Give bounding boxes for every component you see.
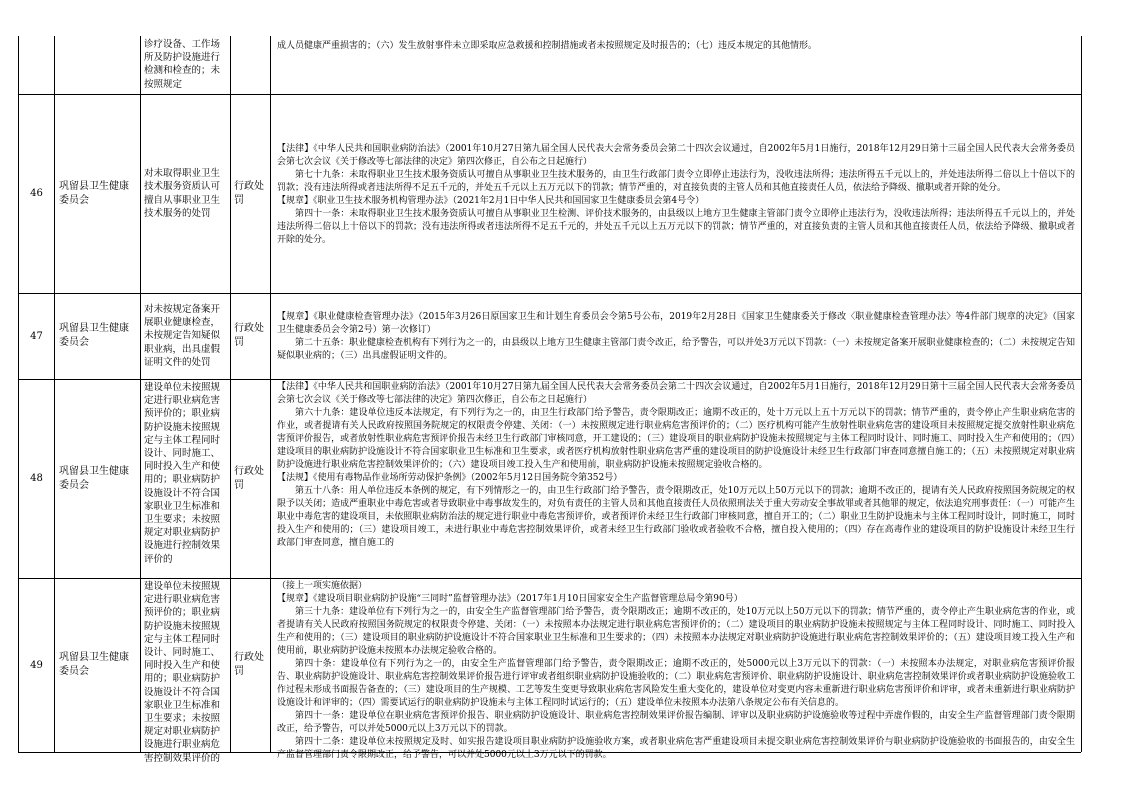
basis-paragraph: 第六十九条：建设单位违反本法规定，有下列行为之一的，由卫生行政部门给予警告，责令限期改正；逾期不改正的，处十万元以上五十万元以下的罚款；情节严重的，责令停止产生职业病危害的作业，或者提请有关人民政府按照国务院规定的权限责令停建、关闭：（一）未按照规定进行职业病危害预评价的；（二）医疗机构可能产生放射性职业病危害的建设项目未按照规定提交放射性职业病危害预评价报告，或者放射性职业病危害预评价报告未经卫生行政部门审核同意，开工建设的；（三）建设项目的职业病防护设施未按照规定与主体工程同时设计、同时施工、同时投入生产和使用的；（四）建设项目的职业病防护设施设计不符合国家职业卫生标准和卫生要求，或者医疗机构放射性职业病危害严重的建设项目的防护设施设计未经卫生行政部门审查同意擅自施工的；（五）未按照规定对职业病防护设施进行职业病危害控制效果评价的；（六）建设项目竣工投入生产和使用前，职业病防护设施未按照规定验收合格的。: [277, 408, 1075, 470]
department-cell: [55, 36, 141, 94]
basis-paragraph: 【法规】《使用有毒物品作业场所劳动保护条例》（2002年5月12日国务院令第352号）: [277, 473, 623, 483]
legal-basis-cell: [271, 578, 1081, 760]
item-cell: 建设单位未按照规定进行职业病危害预评价的；职业病防护设施未按照规定与主体工程同时设计、同时施工、同时投入生产和使用的；职业病防护设施设计不符合国家职业卫生标准和卫生要求；未按照规定对职业病防护设施进行控制效果评价的: [141, 379, 231, 578]
basis-paragraph: 第四十二条：建设单位未按照规定及时、如实报告建设项目职业病防护设施验收方案，或者职业病危害严重建设项目未提交职业病危害控制效果评价与职业病防护设施验收的书面报告的，由安全生产监督管理部门责令限期改正，给予警告，可以并处5000元以上3万元以下的罚款。: [277, 737, 1075, 760]
department-cell: 巩留县卫生健康委员会: [55, 293, 141, 379]
item-cell: [141, 94, 231, 293]
basis-paragraph: （接上一项实施依据）: [277, 581, 368, 591]
row-number: 49: [19, 578, 55, 752]
row-number: 47: [19, 293, 55, 379]
item-cell: [141, 293, 231, 379]
basis-paragraph: 【法律】《中华人民共和国职业病防治法》（2001年10月27日第九届全国人民代表大会常务委员会第二十四次会议通过，自2002年5月1日施行，2018年12月29日第十三届全国人民代表大会常务委员会第七次会议《关于修改等七部法律的决定》第四次修正，自公布之日起施行）: [277, 143, 1075, 167]
basis-paragraph: 成人员健康严重损害的；（六）发生放射事件未立即采取应急救援和控制措施或者未按照规定及时报告的；（七）违反本规定的其他情形。: [277, 41, 818, 51]
department-cell: 巩留县卫生健康委员会: [55, 578, 141, 752]
legal-basis-cell: [271, 94, 1081, 293]
category-cell: 行政处罚: [231, 94, 271, 293]
basis-paragraph: 第二十五条：职业健康检查机构有下列行为之一的，由县级以上地方卫生健康主管部门责令改正，给予警告，可以并处3万元以下罚款：（一）未按规定备案开展职业健康检查的；（二）未按规定告知疑似职业病的；（三）出具虚假证明文件的。: [277, 338, 1075, 361]
basis-paragraph: 【规章】《建设项目职业病防护设施“三同时”监督管理办法》（2017年1月10日国家安全生产监督管理总局令第90号）: [277, 594, 743, 604]
category-cell: 行政处罚: [231, 379, 271, 578]
category-cell: 行政处罚: [231, 578, 271, 752]
item-cell: 诊疗设备、工作场所及防护设施进行检测和检查的；未按照规定: [141, 36, 231, 94]
row-number: 46: [19, 94, 55, 293]
item-text: 对未按规定备案开展职业健康检查，未按规定告知疑似职业病，出具虚假证明文件的处罚: [144, 303, 221, 368]
table-row: [19, 379, 1081, 579]
table-bottom-border: [18, 752, 1081, 753]
legal-basis-cell: [271, 293, 1081, 379]
row-number: [19, 36, 55, 94]
basis-paragraph: 第四十一条：建设单位在职业病危害预评价报告、职业病防护设施设计、职业病危害控制效果评价报告编制、评审以及职业病防护设施验收等过程中弄虚作假的，由安全生产监督管理部门责令限期改正，给予警告，可以并处5000元以上3万元以下的罚款。: [277, 711, 1075, 734]
item-text: 对未取得职业卫生技术服务资质认可擅自从事职业卫生技术服务的处罚: [144, 168, 221, 219]
category-cell: 行政处罚: [231, 293, 271, 379]
legal-basis-cell: [271, 379, 1081, 578]
legal-basis-cell: [271, 36, 1081, 94]
basis-paragraph: 【规章】《职业健康检查管理办法》（2015年3月26日原国家卫生和计划生育委员会令第5号公布，2019年2月28日《国家卫生健康委关于修改〈职业健康检查管理办法〉等4件部门规章的决定》（国家卫生健康委员会令第2号）第一次修订）: [277, 312, 1075, 335]
table-row: [19, 293, 1081, 380]
basis-paragraph: 第三十九条：建设单位有下列行为之一的，由安全生产监督管理部门给予警告，责令限期改正；逾期不改正的，处10万元以上50万元以下的罚款；情节严重的，责令停止产生职业病危害的作业，或者提请有关人民政府按照国务院规定的权限责令停建、关闭：（一）未按照本办法规定进行职业病危害预评价的；（二）建设项目的职业病防护设施未按照规定与主体工程同时设计、同时施工、同时投入生产和使用的；（三）建设项目的职业病防护设施设计不符合国家职业卫生标准和卫生要求的；（四）未按照本办法规定对职业病防护设施进行职业病危害控制效果评价的；（五）建设项目竣工投入生产和使用前，职业病防护设施未按照本办法规定验收合格的。: [277, 607, 1075, 656]
table-row: [19, 578, 1081, 764]
basis-paragraph: 第四十一条：未取得职业卫生技术服务资质认可擅自从事职业卫生检测、评价技术服务的，由县级以上地方卫生健康主管部门责令立即停止违法行为，没收违法所得；违法所得五千元以上的，并处违法所得二倍以上十倍以下的罚款；没有违法所得或者违法所得不足五千元的，并处五千元以上五万元以下的罚款；情节严重的，对直接负责的主管人员和其他直接责任人员，依法给予降级、撤职或者开除的处分。: [277, 208, 1075, 245]
department-cell: 巩留县卫生健康委员会: [55, 94, 141, 293]
basis-paragraph: 第四十条：建设单位有下列行为之一的，由安全生产监督管理部门给予警告，责令限期改正；逾期不改正的，处5000元以上3万元以下的罚款：（一）未按照本办法规定，对职业病危害预评价报告、职业病防护设施设计、职业病危害控制效果评价报告进行评审或者组织职业病防护设施验收的；（二）职业病危害预评价、职业病防护设施设计、职业病危害控制效果评价或者职业病防护设施验收工作过程未形成书面报告备查的；（三）建设项目的生产规模、工艺等发生变更导致职业病危害风险发生重大变化的，建设单位对变更内容未重新进行职业病危害预评价和评审，或者未重新进行职业病防护设施设计和评审的；（四）需要试运行的职业病防护设施未与主体工程同时试运行的；（五）建设单位未按照本办法第八条规定公布有关信息的。: [277, 659, 1075, 708]
table-row: [19, 94, 1081, 294]
table-row: [19, 36, 1081, 95]
basis-paragraph: 第五十八条：用人单位违反本条例的规定，有下列情形之一的，由卫生行政部门给予警告，责令限期改正，处10万元以上50万元以下的罚款；逾期不改正的，提请有关人民政府按照国务院规定的权限予以关闭；造成严重职业中毒危害或者导致职业中毒事故发生的，对负有责任的主管人员和其他直接责任人员依照刑法关于重大劳动安全事故罪或者其他罪的规定，依法追究刑事责任：（一）可能产生职业中毒危害的建设项目，未依照职业病防治法的规定进行职业中毒危害预评价，或者预评价未经卫生行政部门审核同意，擅自开工的；（二）职业卫生防护设施未与主体工程同时设计，同时施工，同时投入生产和使用的；（三）建设项目竣工，未进行职业中毒危害控制效果评价，或者未经卫生行政部门验收或者验收不合格，擅自投入使用的；（四）存在高毒作业的建设项目的防护设施设计未经卫生行政部门审查同意，擅自施工的: [277, 486, 1075, 548]
department-cell: 巩留县卫生健康委员会: [55, 379, 141, 578]
item-cell: 建设单位未按照规定进行职业病危害预评价的；职业病防护设施未按照规定与主体工程同时设计、同时施工、同时投入生产和使用的；职业病防护设施设计不符合国家职业卫生标准和卫生要求；未按照规定对职业病防护设施进行职业病危害控制效果评价的: [141, 578, 231, 752]
category-cell: [231, 36, 271, 94]
penalty-table: [18, 36, 1082, 764]
basis-paragraph: 第七十九条：未取得职业卫生技术服务资质认可擅自从事职业卫生技术服务的，由卫生行政部门责令立即停止违法行为，没收违法所得；违法所得五千元以上的，并处违法所得二倍以上十倍以下的罚款；没有违法所得或者违法所得不足五千元的，并处五千元以上五万元以下的罚款；情节严重的，对直接负责的主管人员和其他直接责任人员，依法给予降级、撤职或者开除的处分。: [277, 169, 1075, 193]
basis-paragraph: 【法律】《中华人民共和国职业病防治法》（2001年10月27日第九届全国人民代表大会常务委员会第二十四次会议通过，自2002年5月1日施行，2018年12月29日第十三届全国人民代表大会常务委员会第七次会议《关于修改等七部法律的决定》第四次修正，自公布之日起施行）: [277, 382, 1075, 405]
basis-paragraph: 【规章】《职业卫生技术服务机构管理办法》（2021年2月1日中华人民共和国国家卫生健康委员会第4号令）: [277, 195, 705, 206]
row-number: 48: [19, 379, 55, 578]
